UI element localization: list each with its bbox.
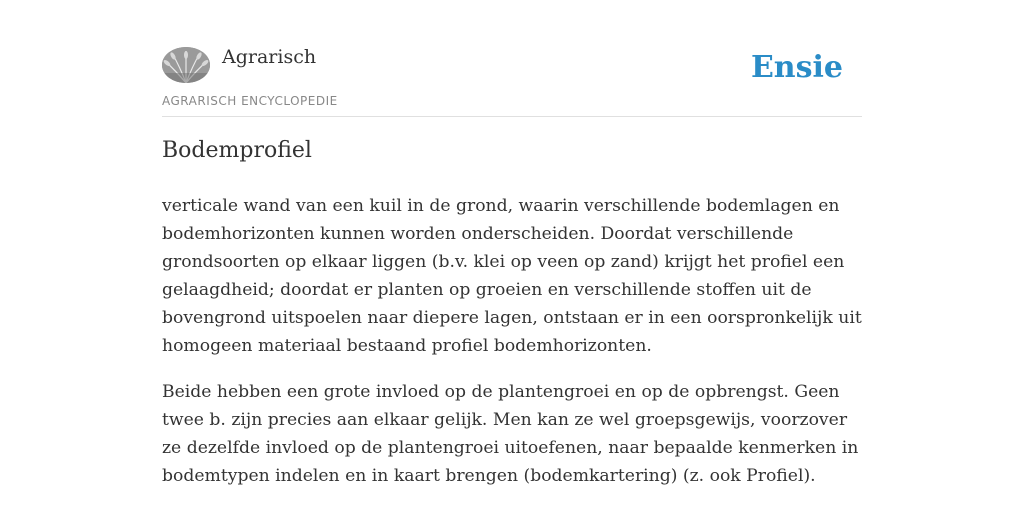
article-paragraph-2: Beide hebben een grote invloed op de plantengroei en op de opbrengst. Geen twee b. zijn precies aan elkaar gelijk. Men kan ze wel groepsgewijs, voorzover ze dezelfde invloed op de plantengroei uitoefenen, naar bepaalde kenmerken in bodemtypen indelen en in kaart brengen (bodemkartering) (z. ook Profiel). [162,382,859,486]
source-header [162,44,862,117]
wheat-icon[interactable] [162,47,210,83]
source-subtitle: AGRARISCH ENCYCLOPEDIE [162,94,338,108]
source-name-link[interactable]: Agrarisch [222,46,317,68]
article-paragraph-1: verticale wand van een kuil in de grond, waarin verschillende bodemlagen en bodemhorizonten kunnen worden onderscheiden. Doordat verschillende grondsoorten op elkaar liggen (b.v. klei op veen op zand) krijgt het profiel een gelaagdheid; doordat er planten op groeien en verschillende stoffen uit de bovengrond uitspoelen naar diepere lagen, ontstaan er in een oorspronkelijk uit homogeen materiaal bestaand profiel bodemhorizonten. [162,196,862,356]
article-body [162,192,862,508]
ensie-logo[interactable]: Ensie [750,50,843,85]
article-title: Bodemprofiel [162,138,312,163]
